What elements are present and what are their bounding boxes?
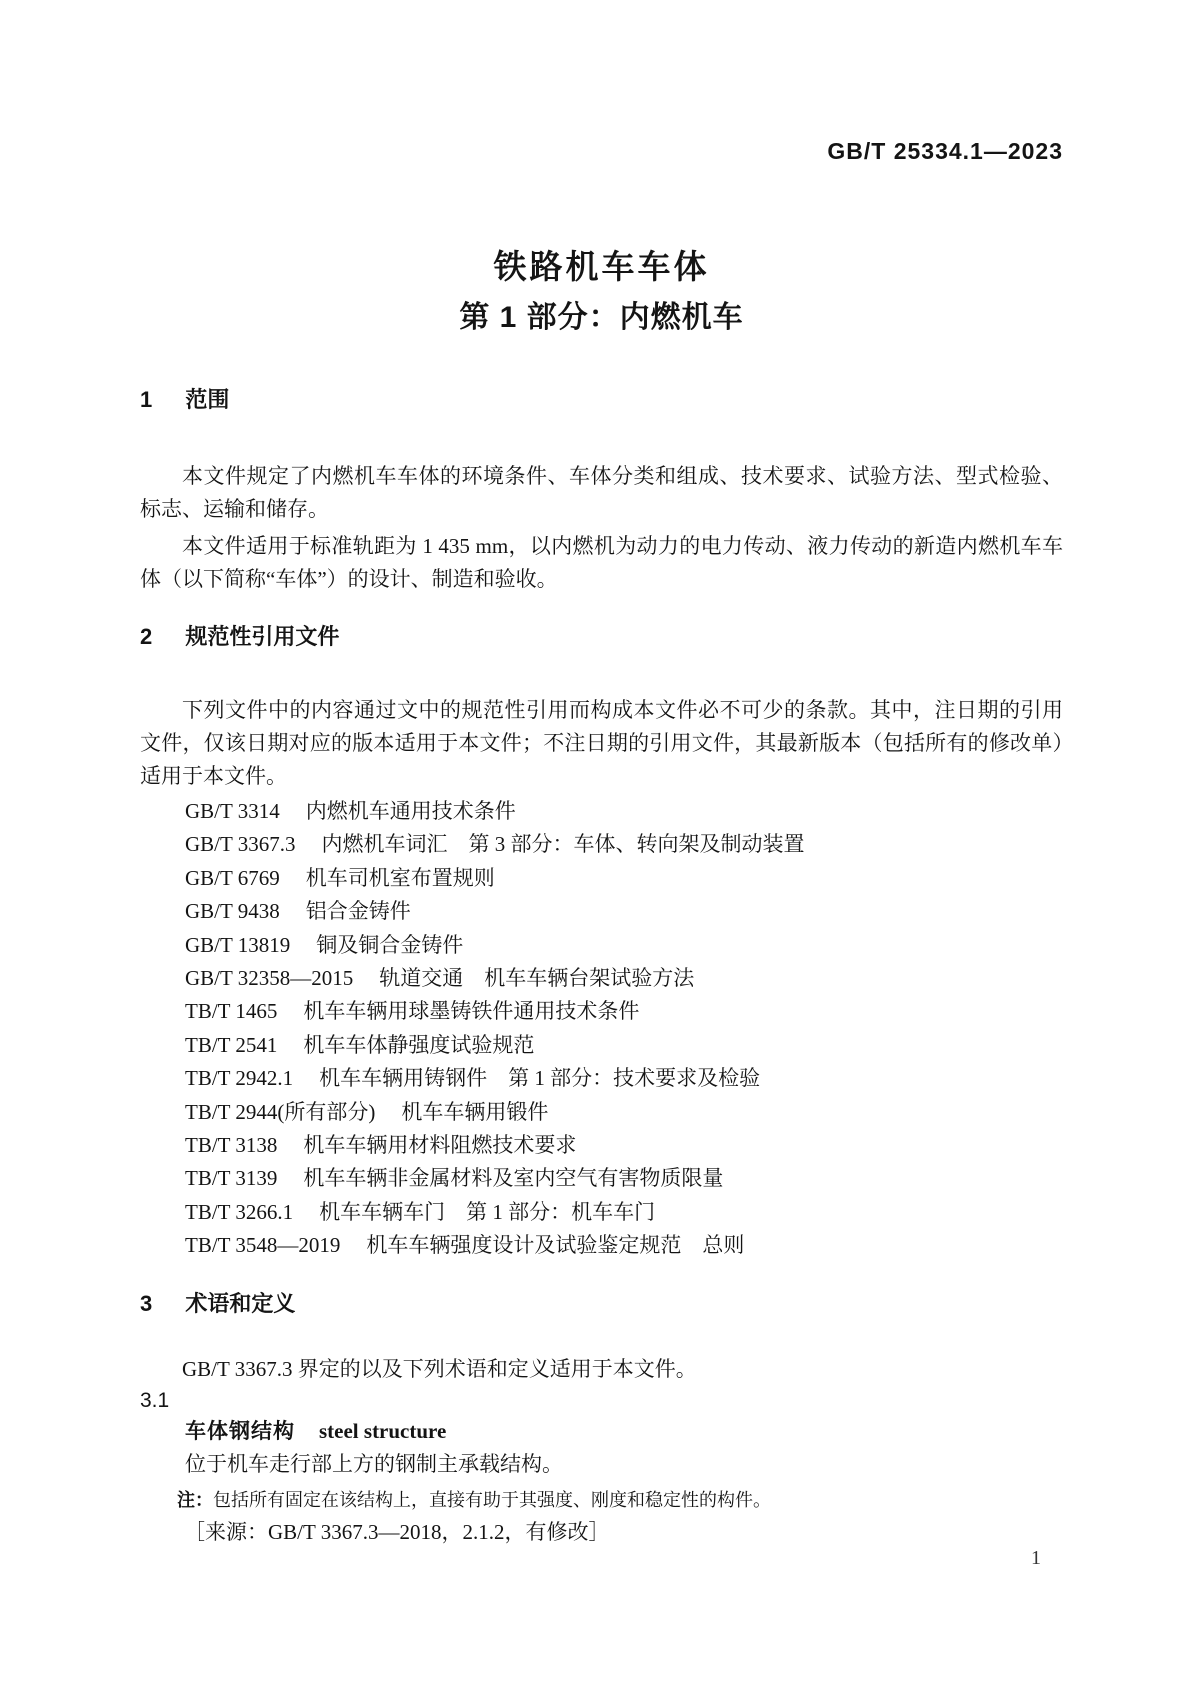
note-label: 注： (177, 1489, 213, 1510)
doc-title-line2: 第 1 部分：内燃机车 (459, 301, 744, 334)
reference-code: TB/T 3139 (185, 1166, 278, 1191)
reference-title: 内燃机车通用技术条件 (305, 799, 516, 823)
reference-item (140, 862, 1063, 895)
reference-title: 机车车辆用材料阻燃技术要求 (303, 1133, 577, 1158)
scope-paragraph-2: 本文件适用于标准轨距为 1 435 mm，以内燃机为动力的电力传动、液力传动的新造内燃机车车体（以下简称“车体”）的设计、制造和验收。 (140, 534, 1063, 591)
terms-intro: GB/T 3367.3 界定的以及下列术语和定义适用于本文件。 (182, 1356, 697, 1381)
term-en: steel structure (319, 1418, 447, 1443)
reference-item (140, 1029, 1063, 1062)
reference-code: TB/T 2541 (185, 1032, 278, 1057)
reference-code: GB/T 6769 (185, 865, 280, 890)
page-number: 1 (1031, 1547, 1041, 1569)
reference-title: 机车车辆车门 第 1 部分：机车车门 (319, 1199, 656, 1224)
reference-item (140, 828, 1063, 861)
reference-title: 铝合金铸件 (305, 899, 411, 924)
scope-paragraph-1: 本文件规定了内燃机车车体的环境条件、车体分类和组成、技术要求、试验方法、型式检验、标志、运输和储存。 (140, 464, 1063, 521)
section-2-label: 规范性引用文件 (185, 624, 340, 649)
term-source: ［来源：GB/T 3367.3—2018，2.1.2，有修改］ (184, 1519, 610, 1544)
reference-code: GB/T 3314 (185, 799, 280, 823)
reference-title: 机车车辆强度设计及试验鉴定规范 总则 (366, 1233, 745, 1258)
reference-item (140, 1196, 1063, 1229)
term-line (140, 1419, 1063, 1444)
reference-title: 机车司机室布置规则 (305, 865, 495, 890)
reference-title: 机车车辆用球墨铸铁件通用技术条件 (303, 999, 640, 1024)
clause-number: 3.1 (140, 1388, 170, 1412)
section-3-heading (140, 1291, 1063, 1317)
reference-code: TB/T 3266.1 (185, 1199, 294, 1224)
section-3-number: 3 (140, 1290, 153, 1316)
reference-title: 机车车体静强度试验规范 (303, 1032, 535, 1057)
reference-item (140, 1162, 1063, 1195)
reference-item (140, 1096, 1063, 1129)
reference-item (140, 795, 1063, 828)
term-note (140, 1489, 1063, 1511)
reference-code: TB/T 1465 (185, 999, 278, 1024)
reference-item (140, 1129, 1063, 1162)
reference-title: 内燃机车词汇 第 3 部分：车体、转向架及制动装置 (321, 832, 805, 857)
reference-title: 机车车辆用铸钢件 第 1 部分：技术要求及检验 (319, 1066, 761, 1091)
reference-code: GB/T 9438 (185, 899, 280, 924)
reference-title: 轨道交通 机车车辆台架试验方法 (379, 966, 695, 991)
reference-title: 铜及铜合金铸件 (316, 932, 464, 957)
reference-title: 机车车辆用锻件 (401, 1099, 549, 1124)
reference-list (140, 795, 1063, 1263)
section-2-heading (140, 624, 1063, 650)
reference-code: TB/T 2942.1 (185, 1066, 294, 1091)
reference-item (140, 1229, 1063, 1262)
reference-code: GB/T 32358—2015 (185, 966, 354, 991)
section-3-label: 术语和定义 (185, 1290, 296, 1316)
reference-item (140, 1062, 1063, 1095)
note-text: 包括所有固定在该结构上，直接有助于其强度、刚度和稳定性的构件。 (213, 1489, 771, 1510)
reference-code: TB/T 3138 (185, 1133, 278, 1158)
reference-title: 机车车辆非金属材料及室内空气有害物质限量 (303, 1166, 724, 1191)
doc-title-line1: 铁路机车车体 (493, 248, 710, 285)
doc-code: GB/T 25334.1—2023 (827, 138, 1063, 164)
section-1-heading (140, 387, 1063, 413)
normative-references-intro: 下列文件中的内容通过文中的规范性引用而构成本文件必不可少的条款。其中，注日期的引用文件，仅该日期对应的版本适用于本文件；不注日期的引用文件，其最新版本（包括所有的修改单）适用于本文件。 (140, 698, 1063, 788)
reference-item (140, 929, 1063, 962)
reference-code: TB/T 3548—2019 (185, 1233, 341, 1258)
reference-item (140, 895, 1063, 928)
section-1-number: 1 (140, 387, 153, 412)
reference-item (140, 962, 1063, 995)
section-1-label: 范围 (185, 387, 230, 412)
reference-code: GB/T 3367.3 (185, 832, 296, 857)
reference-code: TB/T 2944(所有部分) (185, 1099, 376, 1124)
reference-item (140, 995, 1063, 1028)
term-definition: 位于机车走行部上方的钢制主承载结构。 (185, 1451, 563, 1476)
reference-code: GB/T 13819 (185, 932, 291, 957)
term-zh: 车体钢结构 (185, 1419, 295, 1443)
section-2-number: 2 (140, 624, 153, 649)
